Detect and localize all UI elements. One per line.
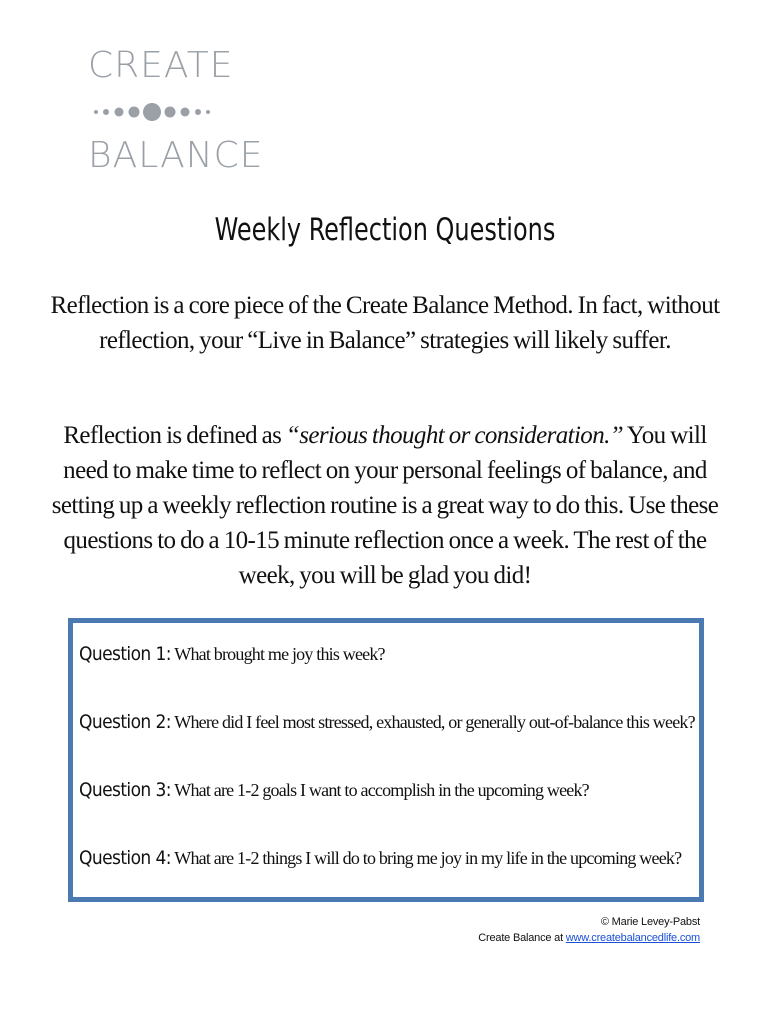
create-balance-logo <box>86 45 264 180</box>
footer-credit <box>478 914 700 946</box>
question-text: What are 1-2 goals I want to accomplish in the upcoming week? <box>174 780 589 800</box>
question-text: What brought me joy this week? <box>174 644 385 664</box>
website-prefix: Create Balance at <box>478 932 566 944</box>
logo-dots-icon <box>92 100 212 124</box>
definition-text-start: Reflection is defined as <box>63 422 286 449</box>
logo-line-balance: BALANCE <box>88 135 264 176</box>
question-row <box>79 643 385 665</box>
questions-box <box>68 618 704 902</box>
question-text: What are 1-2 things I will do to bring me joy in my life in the upcoming week? <box>174 848 682 868</box>
copyright-line: © Marie Levey-Pabst <box>600 916 700 928</box>
website-line <box>478 930 700 946</box>
question-label: Question 3: <box>79 779 171 801</box>
question-label: Question 2: <box>79 711 171 733</box>
logo-line-create: CREATE <box>88 45 234 86</box>
definition-paragraph <box>40 418 730 593</box>
question-label: Question 1: <box>79 643 171 665</box>
definition-text-end: You will need to make time to reflect on your personal feelings of balance, and setting up a weekly reflection routine is a great way to do this. Use these questions to do a 10-15 minute reflection once a week. The rest of the week, you will be glad you did! <box>51 422 719 589</box>
page-title: Weekly Reflection Questions <box>214 212 556 248</box>
definition-quote: “serious thought or consideration.” <box>285 422 624 449</box>
website-link[interactable]: www.createbalancedlife.com <box>565 932 700 944</box>
question-row <box>79 847 681 869</box>
question-label: Question 4: <box>79 847 171 869</box>
question-text: Where did I feel most stressed, exhausted, or generally out-of-balance this week? <box>174 712 695 732</box>
intro-paragraph: Reflection is a core piece of the Create Balance Method. In fact, without reflection, your “Live in Balance” strategies will likely suffer. <box>50 292 720 354</box>
question-row <box>79 779 589 801</box>
question-row <box>79 711 695 733</box>
